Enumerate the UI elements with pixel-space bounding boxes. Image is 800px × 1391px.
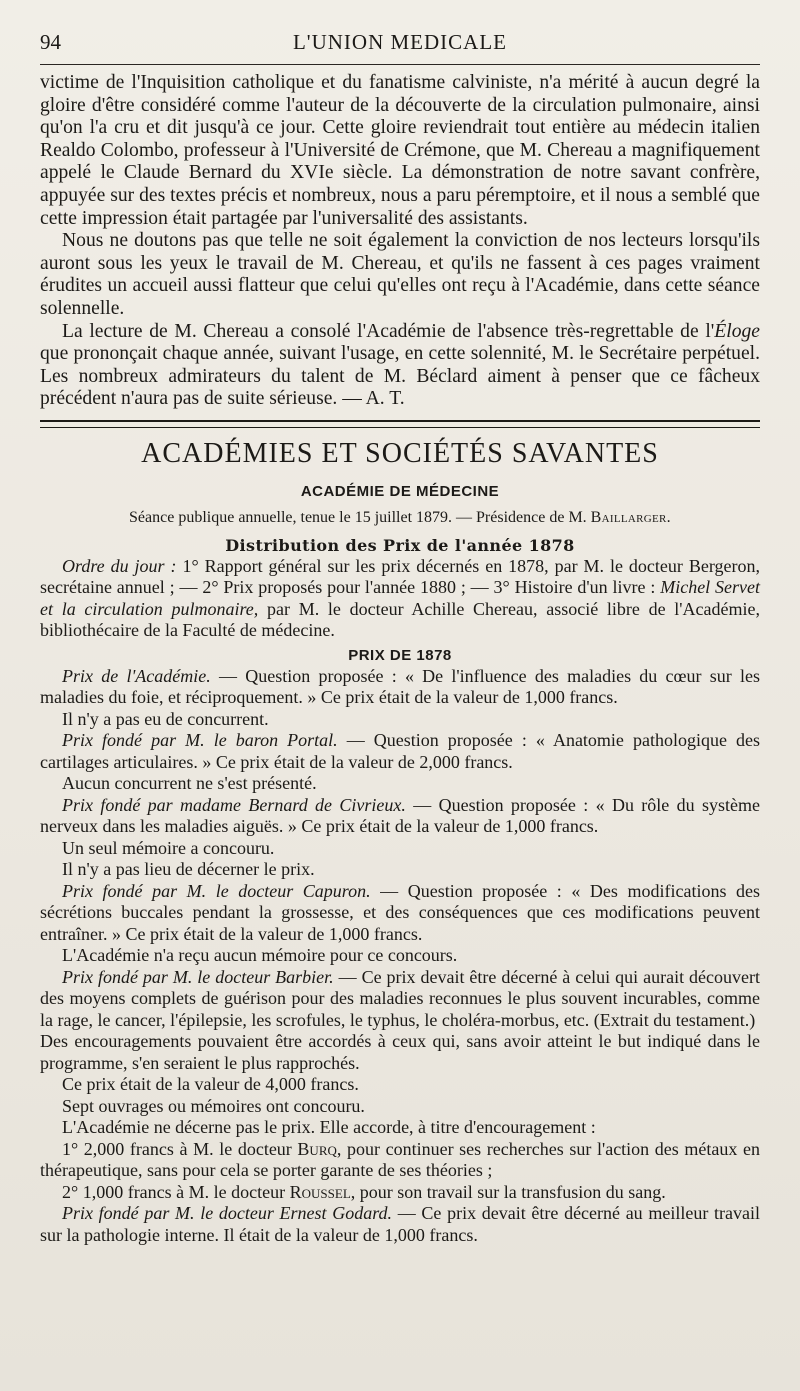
section-divider [40,420,760,428]
ordre-book-title: Michel Servet et la circulation pulmonaire, [40,577,761,619]
prix-barbier-award-2 [40,1182,760,1204]
prix-civrieux-note-1: Un seul mémoire a concouru. [62,837,275,858]
award-1-text-a: 1° 2,000 francs à M. le docteur [62,1138,298,1159]
ordre-label: Ordre du jour : [62,555,177,576]
prix-capuron-text: — Question proposée : « Des modifications des sécrétions buccales pendant la grossesse, et des conséquences que ces modifications peuvent entraîner. » Ce prix était de la valeur de 1,000 francs. [40,880,760,944]
seance-line [40,508,760,528]
prix-capuron-note: L'Académie n'a reçu aucun mémoire pour ce concours. [62,945,458,966]
ordre-text-b: par M. le docteur Achille Chereau, associé libre de l'Académie, bibliothécaire de la Faculté de médecine. [40,598,761,641]
award-1-text-b: pour continuer ses recherches sur l'action des métaux en thérapeutique, sans pour cela se porter garante de ses théories ; [40,1138,760,1181]
prix-academie-text: — Question proposée : « De l'influence des maladies du cœur sur les maladies du foie, et réciproquement. » Ce prix était de la valeur de 1,000 francs. [40,665,760,708]
prix-barbier-p4: Sept ouvrages ou mémoires ont concouru. [62,1095,365,1116]
prix-academie-name: Prix de l'Académie. [62,665,211,686]
prix-capuron-name: Prix fondé par M. le docteur Capuron. [62,880,371,901]
prix-barbier-p5: L'Académie ne décerne pas le prix. Elle accorde, à titre d'encouragement : [62,1117,596,1138]
seance-president: Baillarger. [590,508,671,526]
prix-heading: PRIX DE 1878 [348,646,452,664]
award-1-name: Burq, [297,1138,342,1159]
prix-barbier-award-1 [40,1139,760,1182]
intro-paragraph-2: Nous ne doutons pas que telle ne soit également la conviction de nos lecteurs lorsqu'ils auront sous les yeux le travail de M. Chereau, et qu'ils ne fassent à ces pages vraiment érudites un accueil aussi flatteur que celui qu'elles ont reçu à l'Académie, dans cette séance solennelle. [40,230,760,319]
prix-civrieux-text: — Question proposée : « Du rôle du système nerveux dans les maladies aiguës. » Ce prix était de la valeur de 1,000 francs. [40,794,760,837]
award-2-text-a: 2° 1,000 francs à M. le docteur [62,1181,290,1202]
intro-p3-text-a: La lecture de M. Chereau a consolé l'Académie de l'absence très-regrettable de l' [62,320,715,342]
page-number: 94 [40,30,61,54]
intro-paragraph-3 [40,321,760,411]
prix-portal-name: Prix fondé par M. le baron Portal. [62,730,338,751]
prix-academie-note: Il n'y a pas eu de concurrent. [62,708,269,729]
eloge-italic: Éloge [714,320,760,342]
prix-godard [40,1203,760,1246]
prix-capuron [40,881,760,946]
intro-p3-text-b: que prononçait chaque année, suivant l'usage, en cette solennité, M. le Secrétaire perpétuel. Les nombreux admirateurs du talent de M. Béclard aiment à penser que ce fâcheux précédent n'aura pas de suite sérieuse. — A. T. [40,343,760,410]
award-2-name: Roussel, [289,1181,356,1202]
prix-barbier-p3: Ce prix était de la valeur de 4,000 francs. [62,1074,359,1095]
prix-portal [40,730,760,773]
intro-paragraph-1: victime de l'Inquisition catholique et du fanatisme calviniste, n'a mérité à aucun degré la gloire d'être considéré comme l'auteur de la découverte de la circulation pulmonaire, ainsi qu'on l'a cru et dit jusqu'à ce jour. Cette gloire reviendrait tout entière au médecin italien Realdo Colombo, professeur à l'Université de Crémone, que M. Chereau a magnifiquement appelé le Claude Bernard du XVIe siècle. La démonstration de notre savant confrère, appuyée sur des textes précis et nombreux, nous a paru péremptoire, et il nous a semblé que cette impression était partagée par l'universalité des assistants. [40,72,760,229]
prix-civrieux [40,795,760,838]
seance-text: Séance publique annuelle, tenue le 15 juillet 1879. — Présidence de M. [129,508,591,526]
prix-godard-name: Prix fondé par M. le docteur Ernest Godard. [62,1203,393,1224]
prix-academie [40,666,760,709]
journal-title: L'UNION MEDICALE [292,30,507,54]
prix-barbier [40,967,760,1032]
prix-civrieux-note-2: Il n'y a pas lieu de décerner le prix. [62,859,315,880]
distribution-heading: Distribution des Prix de l'année 1878 [225,535,575,555]
prix-barbier-name: Prix fondé par M. le docteur Barbier. [62,966,334,987]
ordre-du-jour [40,556,760,642]
page-header [40,30,760,60]
award-2-text-b: pour son travail sur la transfusion du sang. [355,1181,666,1202]
page-body [40,72,760,1246]
ordre-text-a: 1° Rapport général sur les prix décernés en 1878, par M. le docteur Bergeron, secrétaine annuel ; — 2° Prix proposés pour l'année 1880 ; — 3° Histoire d'un livre : [40,555,760,598]
section-title: ACADÉMIES ET SOCIÉTÉS SAVANTES [141,437,659,469]
prix-barbier-text: — Ce prix devait être décerné à celui qui aurait découvert des moyens complets de guérison pour des maladies reconnues le plus souvent incurables, comme la rage, le cancer, l'épilepsie, les scrofules, le typhus, le choléra-morbus, etc. (Extrait du testament.) [40,966,760,1030]
academy-subtitle: ACADÉMIE DE MÉDECINE [300,482,500,500]
prix-civrieux-name: Prix fondé par madame Bernard de Civrieux. [62,794,406,815]
prix-portal-text: — Question proposée : « Anatomie pathologique des cartilages articulaires. » Ce prix était de la valeur de 2,000 francs. [40,730,761,772]
prix-portal-note: Aucun concurrent ne s'est présenté. [62,773,317,794]
prix-barbier-p2: Des encouragements pouvaient être accordés à ceux qui, sans avoir atteint le but indiqué dans le programme, s'en seraient le plus rapprochés. [40,1031,760,1073]
prix-godard-text: — Ce prix devait être décerné au meilleur travail sur la pathologie interne. Il était de la valeur de 1,000 francs. [40,1203,760,1245]
header-rule [40,64,760,65]
